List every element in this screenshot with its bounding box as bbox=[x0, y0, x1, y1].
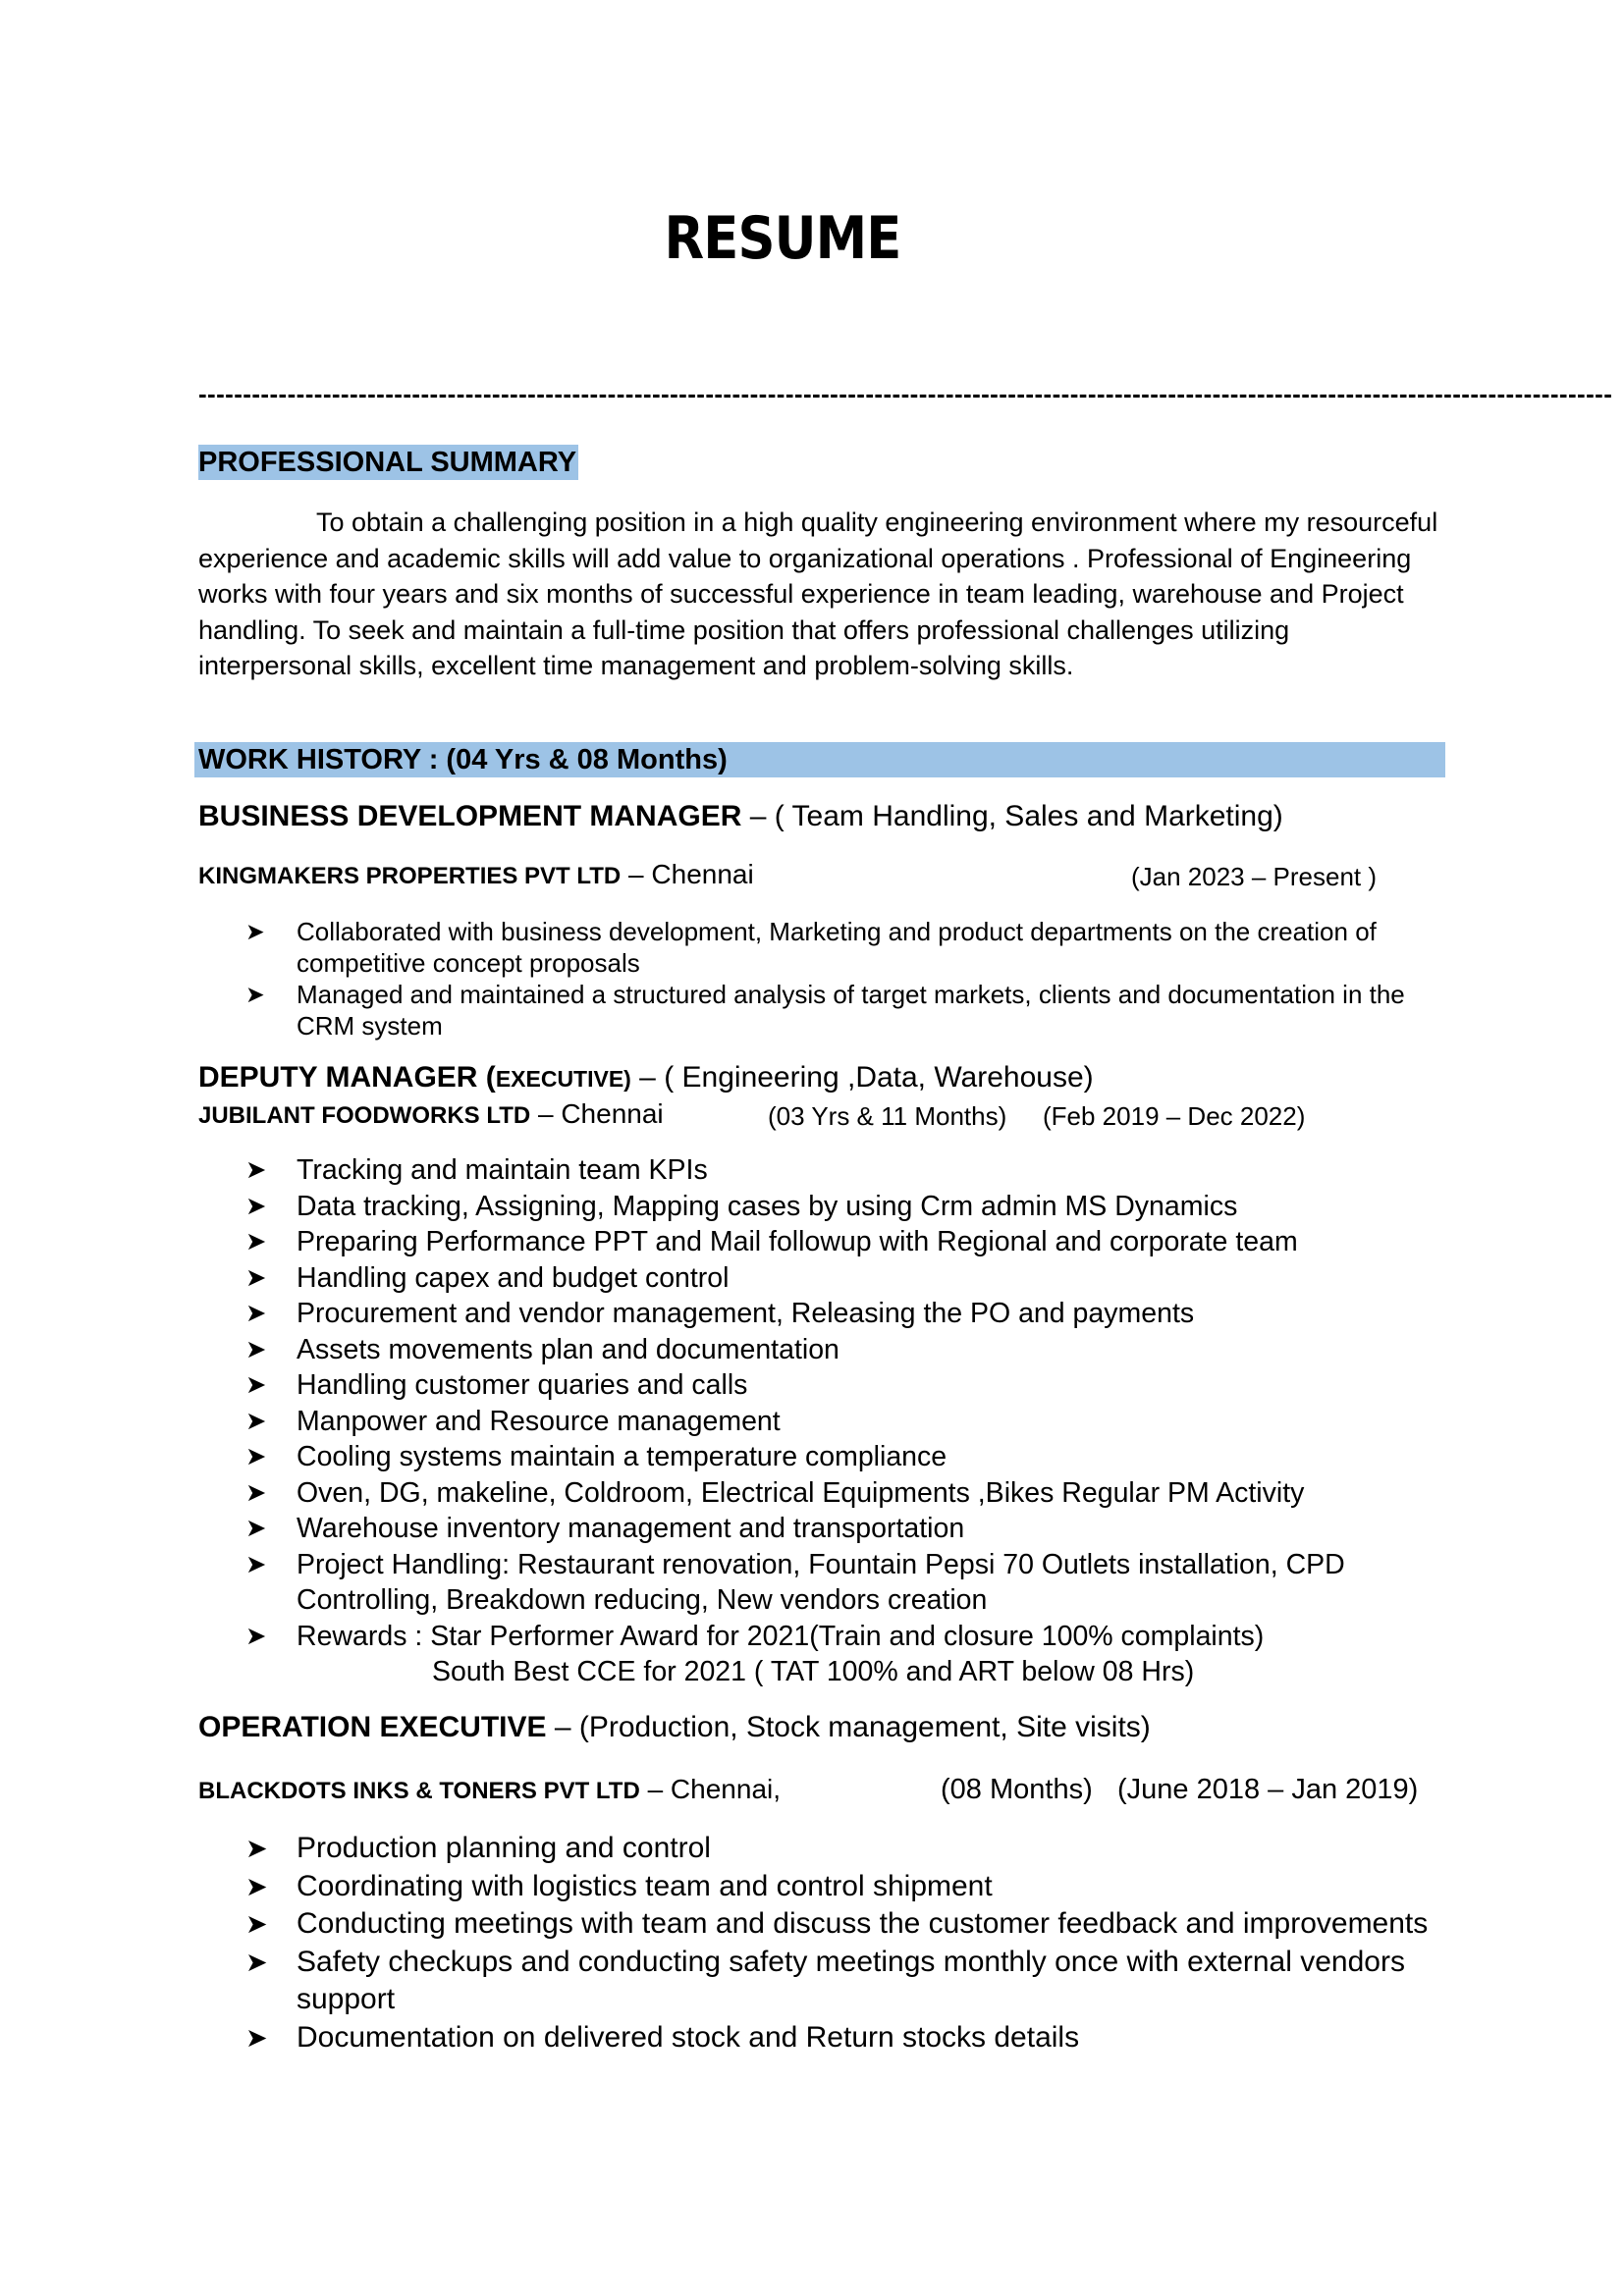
arrowhead-bullet-icon: ➤ bbox=[245, 919, 265, 944]
arrowhead-bullet-icon: ➤ bbox=[245, 1156, 267, 1184]
arrowhead-bullet-icon: ➤ bbox=[245, 1515, 267, 1542]
list-item: ➤ Oven, DG, makeline, Coldroom, Electrical Equipments ,Bikes Regular PM Activity bbox=[245, 1475, 1443, 1512]
list-item: ➤ Project Handling: Restaurant renovation, Fountain Pepsi 70 Outlets installation, CPD Controlling, Breakdown reducing, New vendors creation bbox=[245, 1548, 1345, 1616]
list-item: ➤ Handling customer quaries and calls bbox=[245, 1367, 1443, 1404]
arrowhead-bullet-icon: ➤ bbox=[245, 1443, 267, 1470]
job-focus: – ( Team Handling, Sales and Marketing) bbox=[741, 800, 1283, 832]
arrowhead-bullet-icon: ➤ bbox=[245, 1550, 267, 1578]
arrowhead-bullet-icon: ➤ bbox=[245, 982, 265, 1007]
dashed-separator: --------------------------------------------------------------------------------------------------------------------------------------------------------------- bbox=[198, 379, 1613, 408]
company-line-2 bbox=[198, 1097, 1306, 1133]
job-focus: – (Production, Stock management, Site visits) bbox=[546, 1711, 1151, 1743]
arrowhead-bullet-icon: ➤ bbox=[245, 1263, 267, 1292]
arrowhead-bullet-icon: ➤ bbox=[245, 1834, 268, 1863]
arrowhead-bullet-icon: ➤ bbox=[245, 1871, 268, 1901]
job-dates: (Jan 2023 – Present ) bbox=[1131, 862, 1378, 891]
professional-summary-text bbox=[198, 505, 1445, 684]
arrowhead-bullet-icon: ➤ bbox=[245, 1192, 267, 1220]
list-item: ➤ Cooling systems maintain a temperature compliance bbox=[245, 1439, 1443, 1475]
work-history-heading: WORK HISTORY : (04 Yrs & 08 Months) bbox=[194, 742, 1445, 777]
list-item: ➤ Coordinating with logistics team and control shipment bbox=[245, 1868, 1443, 1906]
arrowhead-bullet-icon: ➤ bbox=[245, 1407, 267, 1435]
arrowhead-bullet-icon: ➤ bbox=[245, 1909, 268, 1939]
list-item: ➤ Managed and maintained a structured analysis of target markets, clients and documentation in the CRM system bbox=[245, 980, 1405, 1041]
job-dates: (Feb 2019 – Dec 2022) bbox=[1043, 1101, 1306, 1131]
job-role: DEPUTY MANAGER ( bbox=[198, 1061, 496, 1094]
arrowhead-bullet-icon: ➤ bbox=[245, 1228, 267, 1255]
list-item: ➤ Rewards : Star Performer Award for 2021(Train and closure 100% complaints) South Best CCE for 2021 ( TAT 100% and ART below 08 Hrs) bbox=[245, 1619, 1443, 1690]
job-duration: (03 Yrs & 11 Months) bbox=[768, 1101, 1007, 1131]
arrowhead-bullet-icon: ➤ bbox=[245, 1947, 268, 1977]
list-item: ➤ Tracking and maintain team KPIs bbox=[245, 1152, 1443, 1189]
list-item: ➤ Data tracking, Assigning, Mapping cases by using Crm admin MS Dynamics bbox=[245, 1189, 1443, 1225]
list-item: ➤ Handling capex and budget control bbox=[245, 1260, 1443, 1297]
list-item: ➤ Manpower and Resource management bbox=[245, 1404, 1443, 1440]
arrowhead-bullet-icon: ➤ bbox=[245, 2022, 268, 2053]
job-role: OPERATION EXECUTIVE bbox=[198, 1711, 547, 1743]
reward-continuation: South Best CCE for 2021 ( TAT 100% and ART below 08 Hrs) bbox=[432, 1656, 1195, 1687]
job-duration: (08 Months) bbox=[941, 1774, 1093, 1805]
list-item: ➤ Warehouse inventory management and transportation bbox=[245, 1511, 1443, 1547]
company-location: – Chennai, bbox=[639, 1774, 782, 1804]
list-item: ➤ Conducting meetings with team and discuss the customer feedback and improvements bbox=[245, 1905, 1443, 1944]
arrowhead-bullet-icon: ➤ bbox=[245, 1300, 267, 1327]
list-item: ➤ Documentation on delivered stock and Return stocks details bbox=[245, 2019, 1443, 2057]
job-2-bullets bbox=[245, 1152, 1443, 1690]
arrowhead-bullet-icon: ➤ bbox=[245, 1478, 267, 1507]
job-dates: (June 2018 – Jan 2019) bbox=[1117, 1774, 1419, 1805]
company-location: – Chennai bbox=[621, 859, 754, 889]
job-title-1 bbox=[198, 799, 1283, 834]
job-title-3 bbox=[198, 1710, 1151, 1745]
company-location: – Chennai bbox=[530, 1098, 664, 1129]
arrowhead-bullet-icon: ➤ bbox=[245, 1371, 267, 1399]
company-line-1 bbox=[198, 858, 1378, 893]
list-item: ➤ Preparing Performance PPT and Mail followup with Regional and corporate team bbox=[245, 1224, 1443, 1260]
job-role-suffix: EXECUTIVE) bbox=[495, 1066, 631, 1092]
list-item: ➤ Production planning and control bbox=[245, 1830, 1443, 1868]
professional-summary-heading: PROFESSIONAL SUMMARY bbox=[198, 447, 577, 478]
job-title-2 bbox=[198, 1060, 1094, 1096]
company-name: KINGMAKERS PROPERTIES PVT LTD bbox=[198, 863, 622, 889]
arrowhead-bullet-icon: ➤ bbox=[245, 1622, 267, 1650]
company-name: JUBILANT FOODWORKS LTD bbox=[198, 1102, 531, 1129]
job-focus: – ( Engineering ,Data, Warehouse) bbox=[630, 1061, 1094, 1094]
company-line-3 bbox=[198, 1773, 1419, 1808]
job-role: BUSINESS DEVELOPMENT MANAGER bbox=[198, 800, 742, 832]
job-3-bullets bbox=[245, 1830, 1443, 2056]
list-item: ➤ Collaborated with business development, Marketing and product departments on the creation of competitive concept proposals bbox=[245, 917, 1377, 978]
company-name: BLACKDOTS INKS & TONERS PVT LTD bbox=[198, 1778, 640, 1804]
arrowhead-bullet-icon: ➤ bbox=[245, 1335, 267, 1363]
list-item: ➤ Procurement and vendor management, Releasing the PO and payments bbox=[245, 1296, 1443, 1332]
list-item: ➤ Assets movements plan and documentation bbox=[245, 1332, 1443, 1368]
list-item: ➤ Safety checkups and conducting safety meetings monthly once with external vendors support bbox=[245, 1945, 1405, 2015]
resume-title: RESUME bbox=[664, 204, 901, 273]
summary-paragraph: To obtain a challenging position in a high quality engineering environment where my resourceful experience and academic skills will add value to organizational operations . Professional of Engineering works with four years and six months of successful experience in team leading, warehouse and Project handling. To seek and maintain a full-time position that offers professional challenges utilizing interpersonal skills, excellent time management and problem-solving skills. bbox=[198, 507, 1438, 680]
job-1-bullets bbox=[245, 916, 1443, 1041]
